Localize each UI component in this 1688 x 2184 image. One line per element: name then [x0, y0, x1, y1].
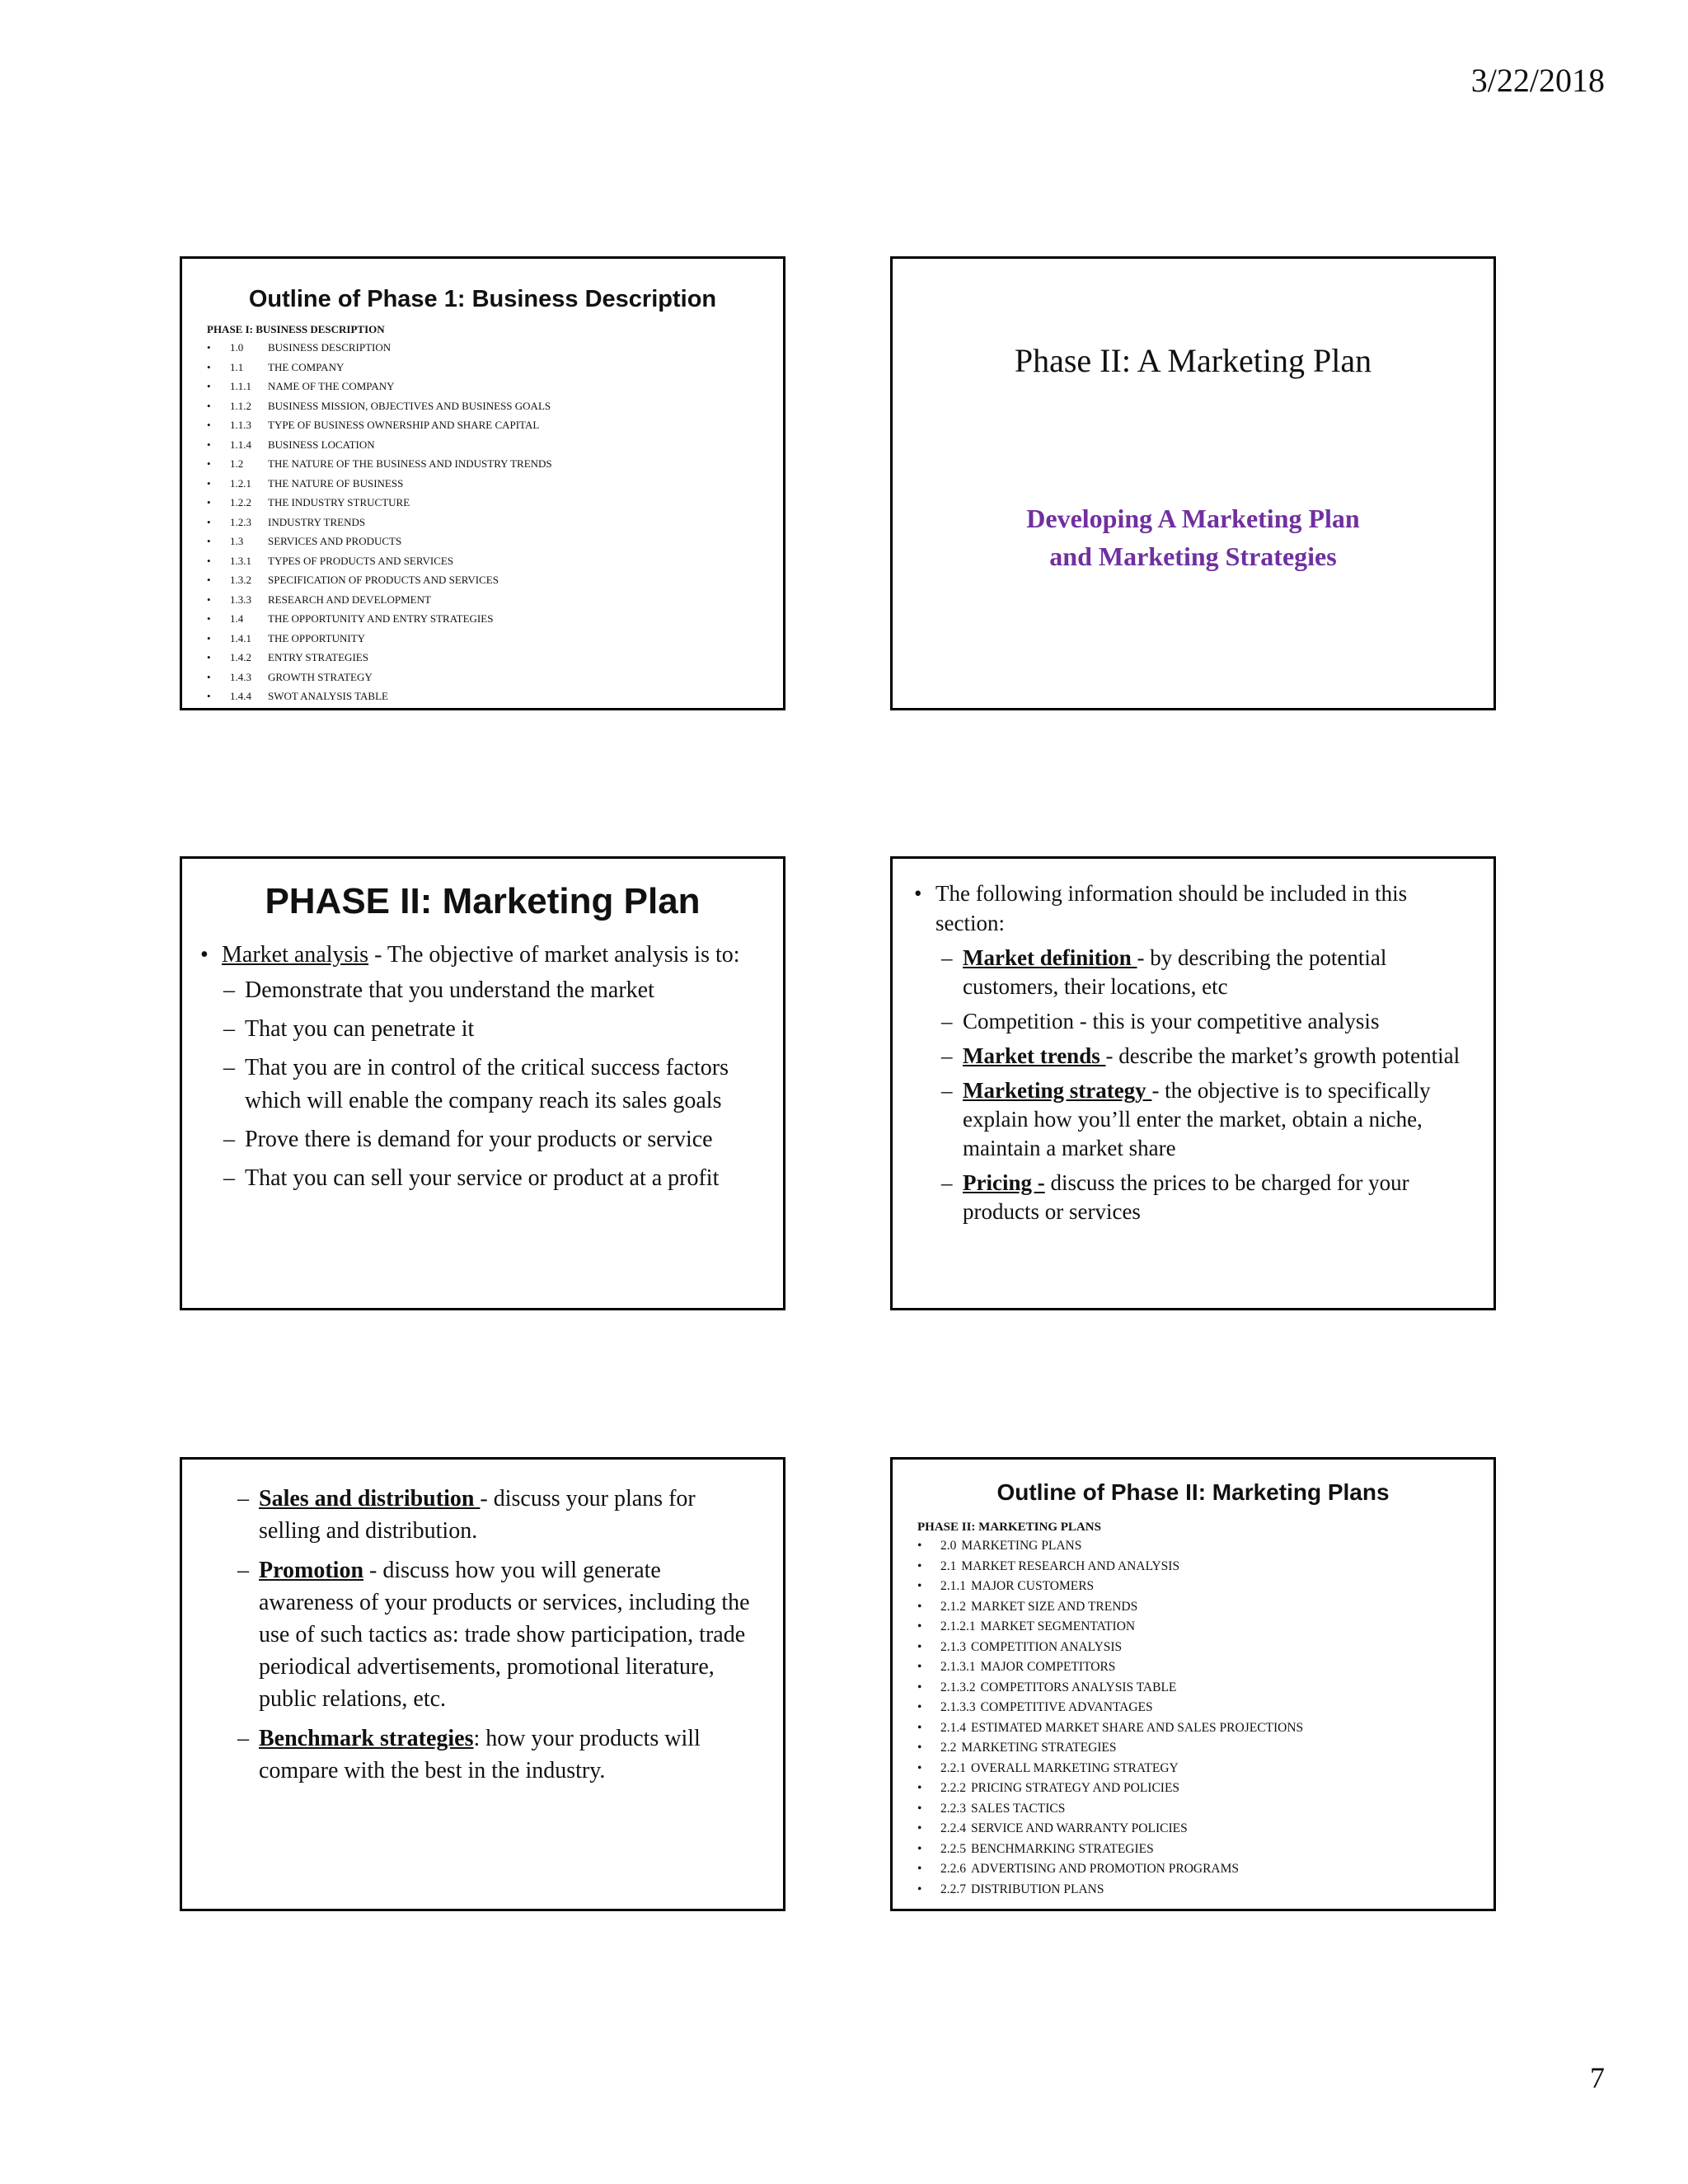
- bullet-icon: •: [207, 476, 211, 490]
- sub-bullet-item: [182, 1123, 783, 1156]
- sub-bullet-text: - discuss your plans for selling and distribution.: [259, 1486, 696, 1544]
- dash-icon: –: [941, 1043, 953, 1068]
- item-text: THE OPPORTUNITY: [268, 631, 366, 644]
- item-number: 1.2: [230, 457, 244, 470]
- list-item: [917, 1577, 1493, 1597]
- item-number: 2.2.7: [940, 1882, 966, 1896]
- item-number: 2.1.3.3: [940, 1700, 976, 1714]
- sub-bullet-term: Benchmark strategies: [259, 1726, 474, 1751]
- item-text: MARKET SIZE AND TRENDS: [971, 1599, 1138, 1614]
- item-text: OVERALL MARKETING STRATEGY: [971, 1760, 1179, 1775]
- bullet-icon: •: [207, 593, 211, 606]
- list-item: [917, 1738, 1493, 1759]
- sub-bullet-term: Market trends: [963, 1043, 1106, 1068]
- item-number: 1.3.1: [230, 554, 251, 567]
- item-text: ADVERTISING AND PROMOTION PROGRAMS: [971, 1862, 1240, 1876]
- list-item: [917, 1859, 1493, 1880]
- list-item: [917, 1657, 1493, 1678]
- item-text: ENTRY STRATEGIES: [268, 651, 368, 663]
- bullet-icon: •: [917, 1882, 922, 1896]
- list-item: [207, 551, 783, 571]
- item-text: TYPE OF BUSINESS OWNERSHIP AND SHARE CAPITAL: [268, 419, 540, 431]
- sub-bullet-term: Marketing strategy: [963, 1078, 1152, 1103]
- list-item: [207, 590, 783, 610]
- sub-bullet-text: - describe the market’s growth potential: [1105, 1043, 1461, 1068]
- bullet-item: [182, 942, 783, 968]
- sub-bullet-text: discuss the prices to be charged for your products or services: [963, 1170, 1409, 1224]
- item-text: ESTIMATED MARKET SHARE AND SALES PROJECTIONS: [971, 1720, 1304, 1735]
- item-text: THE OPPORTUNITY AND ENTRY STRATEGIES: [268, 612, 494, 625]
- item-number: 2.1.2.1: [940, 1619, 976, 1633]
- slide-title: Phase II: A Marketing Plan: [1014, 342, 1372, 379]
- item-number: 1.2.3: [230, 515, 251, 528]
- list-item: [917, 1557, 1493, 1577]
- item-text: SALES TACTICS: [971, 1801, 1066, 1816]
- item-number: 2.1.2: [940, 1599, 966, 1614]
- list-item: [207, 435, 783, 455]
- dash-icon: –: [941, 1078, 953, 1103]
- item-number: 2.2.4: [940, 1821, 966, 1835]
- list-item: [207, 629, 783, 649]
- item-text: DISTRIBUTION PLANS: [971, 1882, 1104, 1896]
- item-number: 1.2.1: [230, 476, 251, 490]
- item-number: 1.4.1: [230, 631, 251, 644]
- item-number: 1.4: [230, 612, 244, 625]
- list-item: [207, 454, 783, 474]
- item-number: 2.1.3.2: [940, 1680, 976, 1694]
- dash-icon: –: [223, 1055, 235, 1080]
- slide-outline-phase2: [890, 1457, 1496, 1911]
- list-item: [917, 1638, 1493, 1658]
- list-item: [917, 1799, 1493, 1820]
- bullet-icon: •: [207, 670, 211, 683]
- list-item: [207, 396, 783, 416]
- outline-list: [182, 338, 783, 706]
- dash-icon: –: [237, 1486, 249, 1511]
- bullet-text: - The objective of market analysis is to:: [368, 942, 740, 968]
- outline-list: [893, 1536, 1493, 1900]
- sub-bullet-text: Competition - this is your competitive analysis: [963, 1009, 1380, 1033]
- item-number: 1.4.4: [230, 690, 251, 702]
- dash-icon: –: [941, 945, 953, 970]
- item-text: THE NATURE OF BUSINESS: [268, 476, 404, 490]
- bullet-icon: •: [207, 612, 211, 625]
- bullet-icon: •: [914, 881, 922, 906]
- item-number: 1.1.1: [230, 380, 251, 392]
- list-item: [207, 513, 783, 532]
- item-text: COMPETITION ANALYSIS: [971, 1639, 1123, 1654]
- sub-bullet-term: Pricing -: [963, 1170, 1045, 1195]
- sub-bullet-item: [182, 1722, 783, 1787]
- sub-bullet-item: [893, 944, 1493, 1001]
- list-item: [207, 570, 783, 590]
- bullet-icon: •: [207, 631, 211, 644]
- bullet-icon: •: [917, 1801, 922, 1816]
- dash-icon: –: [223, 1127, 235, 1152]
- item-text: SPECIFICATION OF PRODUCTS AND SERVICES: [268, 574, 499, 586]
- bullet-term: Market analysis: [222, 942, 369, 968]
- item-text: BUSINESS DESCRIPTION: [268, 341, 392, 354]
- bullet-icon: •: [200, 942, 209, 968]
- item-text: THE NATURE OF THE BUSINESS AND INDUSTRY TRENDS: [268, 457, 552, 470]
- bullet-icon: •: [917, 1760, 922, 1775]
- item-text: BUSINESS LOCATION: [268, 438, 375, 451]
- bullet-icon: •: [207, 341, 211, 354]
- bullet-icon: •: [917, 1660, 922, 1674]
- sub-bullet-item: [893, 1169, 1493, 1226]
- item-text: MARKET SEGMENTATION: [980, 1619, 1136, 1633]
- dash-icon: –: [237, 1726, 249, 1751]
- list-item: [917, 1759, 1493, 1779]
- bullet-icon: •: [207, 457, 211, 470]
- handout-date: 3/22/2018: [1470, 62, 1605, 99]
- list-item: [207, 532, 783, 551]
- item-text: BUSINESS MISSION, OBJECTIVES AND BUSINESS GOALS: [268, 399, 551, 412]
- bullet-icon: •: [207, 574, 211, 586]
- sub-bullet-text: Prove there is demand for your products or service: [245, 1127, 713, 1152]
- sub-bullet-text: : how your products will compare with the best in the industry.: [259, 1726, 701, 1783]
- item-number: 2.0: [940, 1539, 957, 1553]
- sub-bullet-text: That you can sell your service or product at a profit: [245, 1165, 720, 1191]
- bullet-icon: •: [207, 360, 211, 373]
- item-text: SWOT ANALYSIS TABLE: [268, 690, 388, 702]
- sub-bullet-item: [182, 1162, 783, 1195]
- item-number: 1.0: [230, 341, 244, 354]
- item-text: NAME OF THE COMPANY: [268, 380, 395, 392]
- item-number: 2.1.4: [940, 1720, 966, 1735]
- bullet-text: The following information should be included in this section:: [935, 881, 1408, 935]
- sub-bullet-term: Market definition: [963, 945, 1137, 970]
- item-text: INDUSTRY TRENDS: [268, 515, 366, 528]
- list-item: [917, 1678, 1493, 1699]
- dash-icon: –: [941, 1170, 953, 1195]
- bullet-item: [893, 879, 1493, 938]
- list-item: [917, 1880, 1493, 1900]
- dash-icon: –: [223, 1016, 235, 1042]
- list-item: [207, 338, 783, 358]
- list-item: [917, 1617, 1493, 1638]
- bullet-icon: •: [917, 1558, 922, 1573]
- sub-bullet-term: Sales and distribution: [259, 1486, 481, 1511]
- slide-phase2-market-analysis: [180, 856, 785, 1310]
- bullet-icon: •: [917, 1781, 922, 1795]
- item-number: 2.2: [940, 1741, 957, 1755]
- item-number: 2.2.3: [940, 1801, 966, 1816]
- item-text: MARKETING STRATEGIES: [961, 1741, 1117, 1755]
- item-text: THE COMPANY: [268, 360, 345, 373]
- item-text: THE INDUSTRY STRUCTURE: [268, 496, 410, 509]
- bullet-icon: •: [207, 651, 211, 663]
- bullet-icon: •: [917, 1579, 922, 1593]
- subtitle-line: Developing A Marketing Plan: [1026, 504, 1360, 533]
- subtitle-line: and Marketing Strategies: [1049, 541, 1337, 571]
- sub-bullet-text: That you can penetrate it: [245, 1016, 475, 1042]
- slide-subtitle: [893, 499, 1493, 575]
- outline-heading: PHASE II: MARKETING PLANS: [917, 1521, 1101, 1534]
- list-item: [917, 1779, 1493, 1799]
- item-number: 2.2.6: [940, 1862, 966, 1876]
- item-number: 1.1: [230, 360, 244, 373]
- sub-bullet-item: [182, 1483, 783, 1547]
- item-number: 2.1.1: [940, 1579, 966, 1593]
- item-text: MARKETING PLANS: [961, 1539, 1082, 1553]
- list-item: [207, 609, 783, 629]
- item-number: 2.1.3.1: [940, 1660, 976, 1674]
- bullet-icon: •: [207, 554, 211, 567]
- bullet-icon: •: [207, 535, 211, 547]
- item-number: 1.1.3: [230, 419, 251, 431]
- list-item: [207, 648, 783, 668]
- dash-icon: –: [941, 1009, 953, 1033]
- bullet-icon: •: [207, 399, 211, 412]
- item-text: PRICING STRATEGY AND POLICIES: [971, 1781, 1180, 1795]
- bullet-icon: •: [207, 419, 211, 431]
- outline-heading: PHASE I: BUSINESS DESCRIPTION: [207, 323, 385, 335]
- bullet-icon: •: [207, 438, 211, 451]
- bullet-icon: •: [207, 690, 211, 702]
- list-item: [207, 358, 783, 377]
- list-item: [207, 687, 783, 706]
- dash-icon: –: [223, 1165, 235, 1191]
- item-number: 1.3.2: [230, 574, 251, 586]
- list-item: [917, 1840, 1493, 1860]
- item-number: 2.1: [940, 1558, 957, 1573]
- dash-icon: –: [223, 977, 235, 1003]
- item-text: RESEARCH AND DEVELOPMENT: [268, 593, 431, 606]
- item-text: SERVICES AND PRODUCTS: [268, 535, 402, 547]
- list-item: [917, 1819, 1493, 1840]
- bullet-icon: •: [917, 1841, 922, 1856]
- sub-bullet-item: [893, 1042, 1493, 1071]
- sub-bullet-text: Demonstrate that you understand the market: [245, 977, 654, 1003]
- list-item: [917, 1597, 1493, 1618]
- list-item: [207, 668, 783, 687]
- bullet-icon: •: [917, 1700, 922, 1714]
- slide-title: Outline of Phase II: Marketing Plans: [996, 1479, 1390, 1505]
- bullet-icon: •: [917, 1639, 922, 1654]
- item-text: MAJOR COMPETITORS: [980, 1660, 1116, 1674]
- item-number: 1.1.2: [230, 399, 251, 412]
- sub-bullet-text: - discuss how you will generate awareness of your products or services, including the use of such tactics as: trade show participation, trade periodical advertisements, promotional literature, public relations, etc.: [259, 1558, 750, 1712]
- bullet-icon: •: [207, 496, 211, 509]
- slide-title: PHASE II: Marketing Plan: [265, 881, 701, 921]
- sub-bullet-item: [893, 1007, 1493, 1036]
- list-item: [207, 493, 783, 513]
- sub-bullet-item: [182, 1052, 783, 1118]
- slide-outline-phase1: [180, 256, 785, 710]
- bullet-icon: •: [917, 1821, 922, 1835]
- sub-bullet-item: [893, 1076, 1493, 1163]
- bullet-icon: •: [917, 1539, 922, 1553]
- item-number: 1.4.3: [230, 670, 251, 683]
- item-text: GROWTH STRATEGY: [268, 670, 373, 683]
- list-item: [207, 415, 783, 435]
- item-text: TYPES OF PRODUCTS AND SERVICES: [268, 554, 454, 567]
- bullet-icon: •: [917, 1862, 922, 1876]
- item-text: COMPETITIVE ADVANTAGES: [980, 1700, 1153, 1714]
- slide-marketing-plan-title: [890, 256, 1496, 710]
- list-item: [917, 1718, 1493, 1739]
- bullet-icon: •: [917, 1741, 922, 1755]
- sub-bullet-item: [182, 1013, 783, 1046]
- item-text: COMPETITORS ANALYSIS TABLE: [980, 1680, 1177, 1694]
- bullet-icon: •: [917, 1680, 922, 1694]
- item-number: 2.2.1: [940, 1760, 966, 1775]
- item-number: 1.1.4: [230, 438, 251, 451]
- bullet-icon: •: [917, 1619, 922, 1633]
- slide-sales-promotion-benchmark: [180, 1457, 785, 1911]
- item-number: 2.1.3: [940, 1639, 966, 1654]
- slide-title: Outline of Phase 1: Business Description: [248, 286, 717, 312]
- item-number: 1.3.3: [230, 593, 251, 606]
- slide-section-information: [890, 856, 1496, 1310]
- list-item: [207, 474, 783, 494]
- bullet-icon: •: [917, 1599, 922, 1614]
- page-number: 7: [1590, 2061, 1605, 2094]
- bullet-icon: •: [207, 515, 211, 528]
- sub-bullet-text: That you are in control of the critical success factors which will enable the company reach its sales goals: [245, 1055, 729, 1113]
- list-item: [917, 1536, 1493, 1557]
- bullet-icon: •: [917, 1720, 922, 1735]
- sub-bullet-item: [182, 1554, 783, 1715]
- item-text: BENCHMARKING STRATEGIES: [971, 1841, 1154, 1856]
- sub-bullet-text: - by describing the potential customers, their locations, etc: [963, 945, 1387, 999]
- list-item: [207, 377, 783, 396]
- item-text: MARKET RESEARCH AND ANALYSIS: [961, 1558, 1180, 1573]
- dash-icon: –: [237, 1558, 249, 1583]
- item-number: 2.2.5: [940, 1841, 966, 1856]
- sub-bullet-term: Promotion: [259, 1558, 364, 1583]
- item-number: 1.2.2: [230, 496, 251, 509]
- item-number: 1.3: [230, 535, 244, 547]
- list-item: [917, 1698, 1493, 1718]
- item-number: 2.2.2: [940, 1781, 966, 1795]
- sub-bullet-text: - the objective is to specifically explain how you’ll enter the market, obtain a niche, maintain a market share: [963, 1078, 1431, 1160]
- item-number: 1.4.2: [230, 651, 251, 663]
- sub-bullet-item: [182, 974, 783, 1007]
- item-text: MAJOR CUSTOMERS: [971, 1579, 1095, 1593]
- bullet-icon: •: [207, 380, 211, 392]
- item-text: SERVICE AND WARRANTY POLICIES: [971, 1821, 1188, 1835]
